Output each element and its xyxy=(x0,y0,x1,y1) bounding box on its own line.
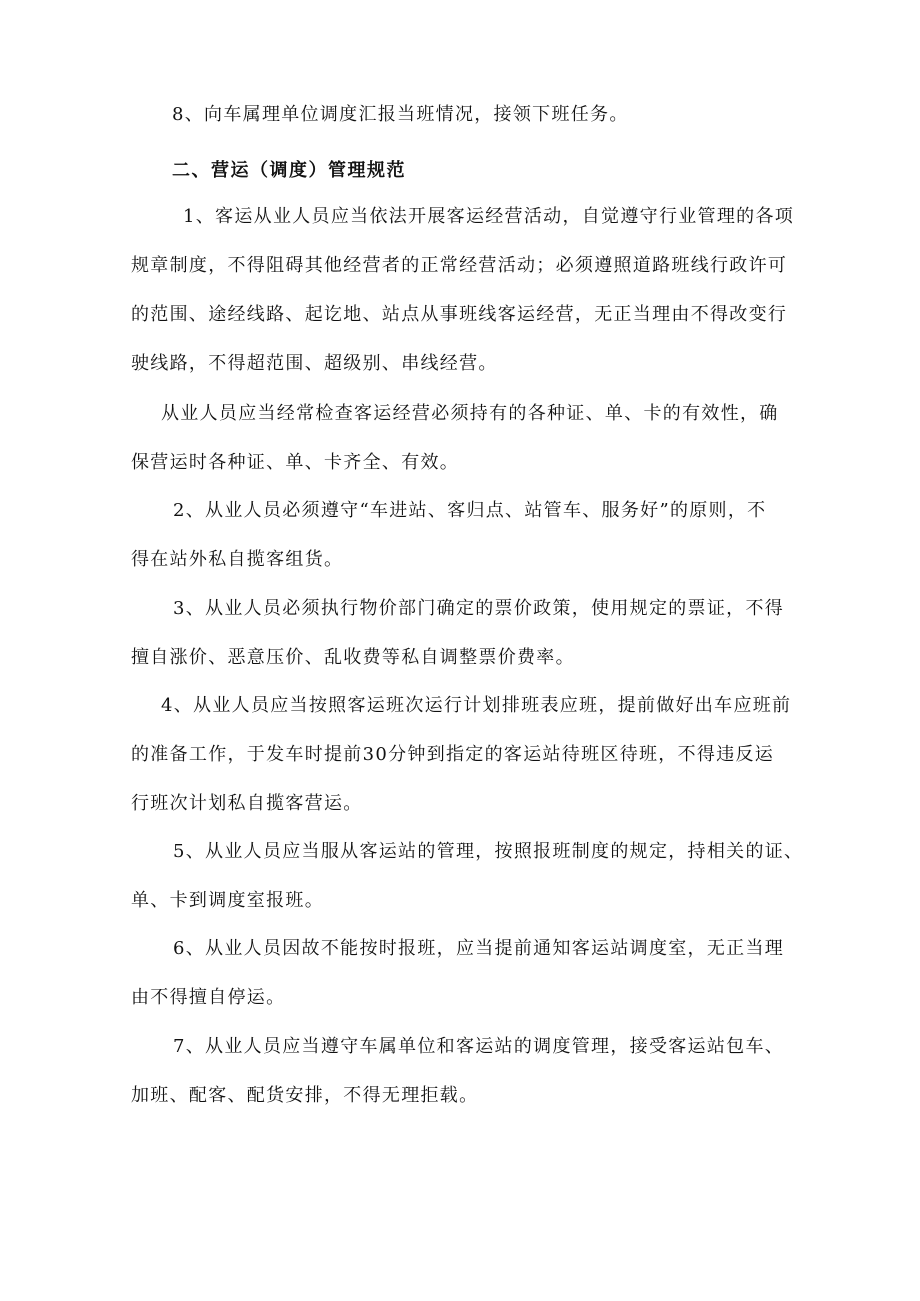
text-line: 的范围、途经线路、起讫地、站点从事班线客运经营，无正当理由不得改变行 xyxy=(131,304,788,325)
text-line: 1、客运从业人员应当依法开展客运经营活动，自觉遵守行业管理的各项 xyxy=(183,206,795,227)
text-line: 保营运时各种证、单、卡齐全、有效。 xyxy=(131,452,460,473)
paragraph-item-7 xyxy=(131,1022,813,1120)
text-line: 7、从业人员应当遵守车属单位和客运站的调度管理，接受客运站包车、 xyxy=(173,1036,785,1057)
text-line: 4、从业人员应当按照客运班次运行计划排班表应班，提前做好出车应班前 xyxy=(161,695,792,716)
section-heading: 二、营运（调度）管理规范 xyxy=(172,160,406,181)
text-line: 5、从业人员应当服从客运站的管理，按照报班制度的规定，持相关的证、 xyxy=(173,841,804,862)
text-line: 8、向车属理单位调度汇报当班情况，接领下班任务。 xyxy=(172,104,629,125)
text-line: 加班、配客、配货安排，不得无理拒载。 xyxy=(131,1085,479,1106)
paragraph-documents-check xyxy=(131,389,813,487)
text-line: 由不得擅自停运。 xyxy=(131,987,286,1008)
paragraph-item-5 xyxy=(131,827,813,925)
text-line: 行班次计划私自揽客营运。 xyxy=(131,793,363,814)
paragraph-item-6 xyxy=(131,924,813,1022)
paragraph-item-8 xyxy=(172,90,854,139)
paragraph-item-4 xyxy=(131,681,813,828)
text-line: 2、从业人员必须遵守“车进站、客归点、站管车、服务好”的原则，不 xyxy=(173,500,767,521)
text-line: 驶线路，不得超范围、超级别、串线经营。 xyxy=(131,353,498,374)
text-line: 3、从业人员必须执行物价部门确定的票价政策，使用规定的票证，不得 xyxy=(173,598,785,619)
text-line: 的准备工作，于发车时提前30分钟到指定的客运站待班区待班，不得违反运 xyxy=(131,744,775,765)
paragraph-item-1 xyxy=(131,192,813,388)
text-line: 得在站外私自揽客组货。 xyxy=(131,549,344,570)
text-line: 6、从业人员因故不能按时报班，应当提前通知客运站调度室，无正当理 xyxy=(173,938,785,959)
text-line: 从业人员应当经常检查客运经营必须持有的各种证、单、卡的有效性，确 xyxy=(161,403,779,424)
text-line: 单、卡到调度室报班。 xyxy=(131,890,324,911)
text-line: 规章制度，不得阻碍其他经营者的正常经营活动；必须遵照道路班线行政许可 xyxy=(131,255,788,276)
paragraph-item-2 xyxy=(131,486,813,584)
text-line: 擅自涨价、恶意压价、乱收费等私自调整票价费率。 xyxy=(131,647,575,668)
paragraph-item-3 xyxy=(131,584,813,682)
